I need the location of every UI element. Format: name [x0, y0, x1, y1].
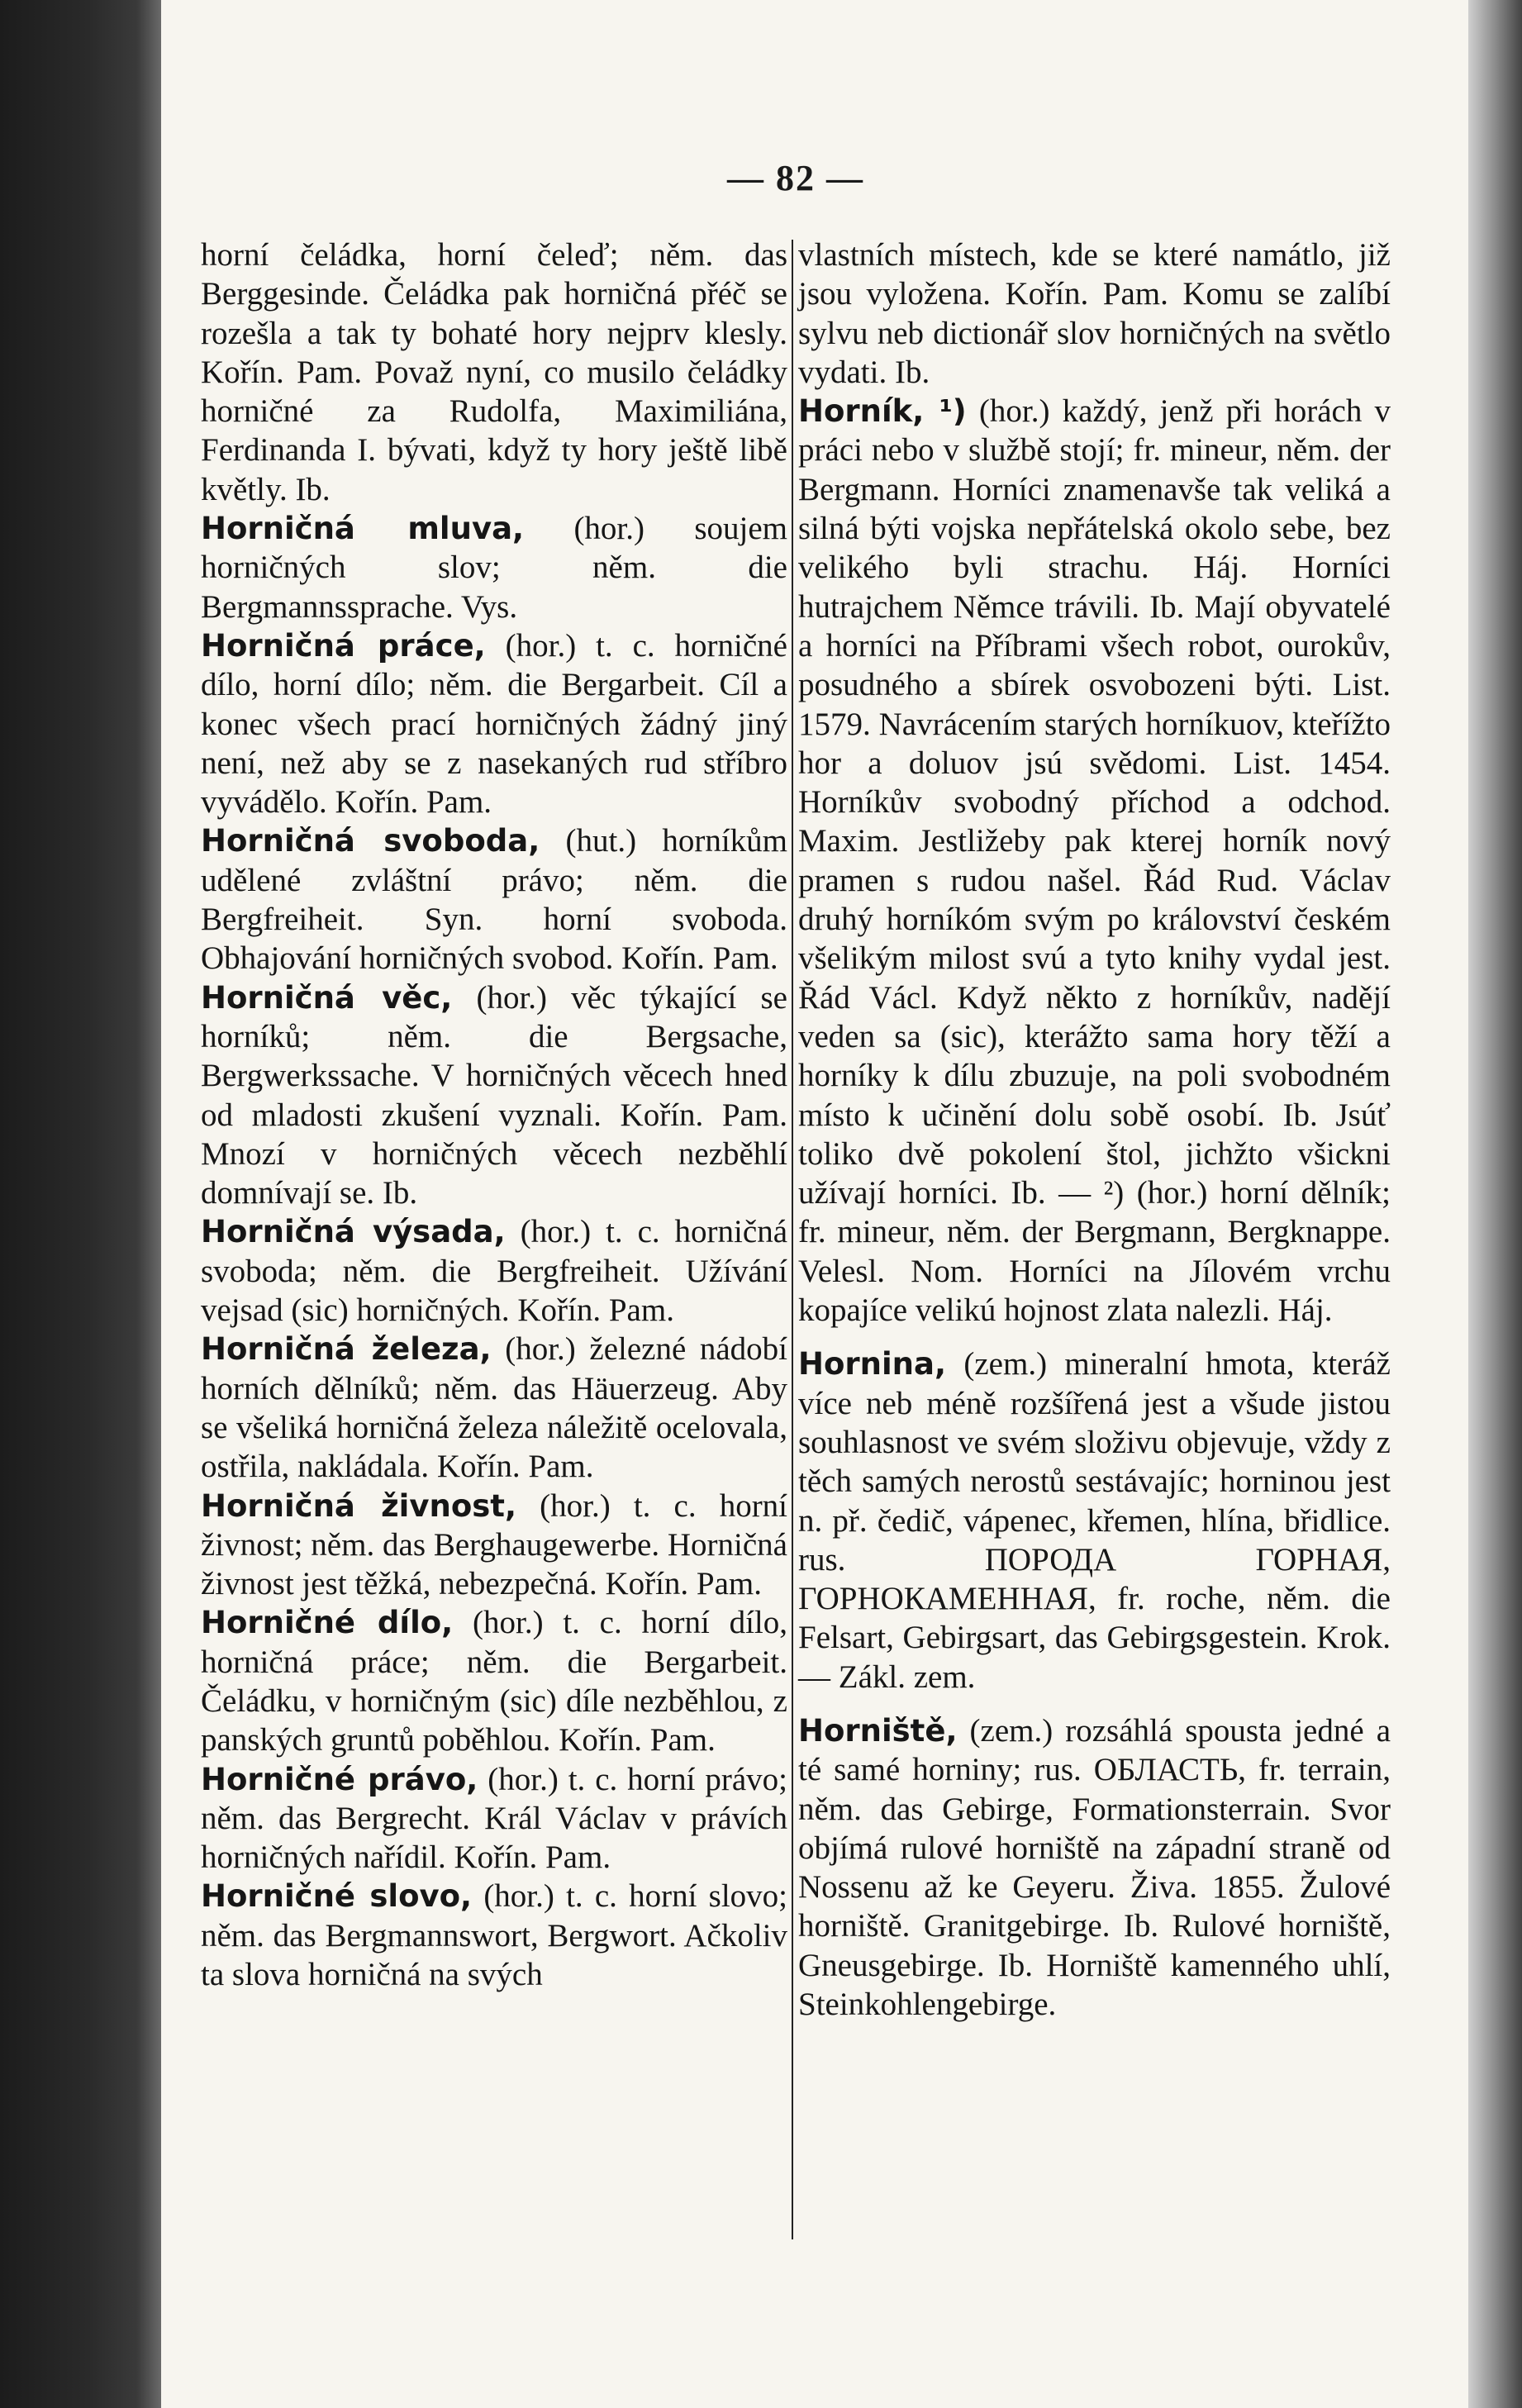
- entry: [798, 1344, 1391, 1697]
- page-number: — 82 —: [727, 158, 864, 198]
- entry: [201, 1212, 787, 1330]
- entry-head: Horniště,: [798, 1712, 958, 1749]
- entry-text: (hor.) soujem horničných slov; něm. die Bergmannssprache. Vys.: [201, 511, 787, 625]
- entry-head: Horničná práce,: [201, 627, 486, 664]
- left-column: [201, 236, 787, 1994]
- entry-text: (hor.) každý, jenž při horách v práci nebo v službě stojí; fr. mineur, něm. der Bergmann. Horníci znamenavše tak veliká a silná býti vojska nepřátelská okolo sebe, bez velikého byli strachu. Háj. Horníci hutrajchem Němce trávili. Ib. Mají obyvatelé a horníci na Příbrami všech robot, ourokův, posudného a sbírek osvobozeni býti. List. 1579. Navrácením starých horníkuov, kteřížto hor a doluov jsú svědomi. List. 1454. Horníkův svobodný příchod a odchod. Maxim. Jestližeby pak kterej horník nový pramen s rudou našel. Řád Rud. Václav druhý horníkóm svým po království českém všelikým milost svú a tyto knihy vydal jest. Řád Václ. Když někto z horníkův, nadějí veden sa (sic), kterážto sama hory těží a horníky k dílu zbuzuje, na poli svobodném místo k učinění dolu sobě osobí. Ib. Jsúť tolikо dvě pokolení štol, jichžto všickni užívají horníci. Ib. — ²) (hor.) horní dělník; fr. mineur, něm. der Bergmann, Bergknappe. Velesl. Nom. Horníci na Jílovém vrchu kopajíce velikú hojnost zlata nalezli. Háj.: [798, 393, 1391, 1329]
- entry-text: (hor.) železné nádobí horních dělníků; něm. das Häuerzeug. Aby se všeliká horničná železa náležitě ocelovala, ostřila, nakládala. Kořín. Pam.: [201, 1331, 788, 1485]
- entry-text: (hor.) t. c. horní právo; něm. das Bergrecht. Král Václav v právích horničných nařídil. Kořín. Pam.: [201, 1761, 788, 1876]
- entry-head: Horník, ¹): [798, 393, 967, 430]
- entry-head: Horničná svoboda,: [201, 823, 540, 859]
- entry-head: Horničné právo,: [201, 1761, 478, 1797]
- entry-text: (hor.) t. c. horničné dílo, horní dílo; něm. die Bergarbeit. Cíl a konec všech prací horničných žádný jiný není, než aby se z nasekaných rud stříbro vyvádělo. Kořín. Pam.: [201, 627, 787, 821]
- entry: [201, 1603, 787, 1759]
- right-column: [798, 236, 1391, 2024]
- entry: [201, 236, 787, 509]
- entry-text: (hor.) t. c. horní dílo, horničná práce; něm. die Bergarbeit. Čeládku, v horničným (sic) díle nezběhlou, z panských gruntů poběhlou. Kořín. Pam.: [201, 1605, 788, 1758]
- entry: [201, 821, 787, 978]
- entry-text: vlastních místech, kde se které namátlo, již jsou vyložena. Kořín. Pam. Komu se zalíbí sylvu neb dictionář slov horničných na světlo vydati. Ib.: [798, 237, 1391, 390]
- scan-margin-left: [0, 0, 161, 2408]
- entry-head: Horničná výsada,: [201, 1214, 506, 1250]
- scan-margin-right: [1468, 0, 1522, 2408]
- entry-text: (hor.) t. c. horničná svoboda; něm. die Bergfreiheit. Užívání vejsad (sic) horničných. Kořín. Pam.: [201, 1214, 788, 1329]
- entry-head: Horničné slovo,: [201, 1878, 473, 1915]
- entry: [798, 1711, 1391, 2024]
- column-divider: [792, 240, 793, 2239]
- entry-head: Hornina,: [798, 1346, 947, 1382]
- entry-head: Horničná živnost,: [201, 1487, 517, 1524]
- entry: [201, 1877, 787, 1994]
- entry: [201, 1487, 787, 1604]
- entry: [201, 509, 787, 626]
- entry-text: (zem.) rozsáhlá spousta jedné a té samé horniny; rus. ОБЛАСТЬ, fr. terrain, něm. das Gebirge, Formationsterrain. Svor objímá rulové horniště na západní straně od Nossenu až ke Geyeru. Živa. 1855. Žulové horniště. Granitgebirge. Ib. Rulové horniště, Gneusgebirge. Ib. Horniště kamenného uhlí, Steinkohlengebirge.: [798, 1712, 1391, 2023]
- entry: [201, 1330, 787, 1486]
- entry-text: (hor.) t. c. horní slovo; něm. das Bergmannswort, Bergwort. Ačkoliv ta slova horničná na svých: [201, 1878, 788, 1993]
- entry: [201, 626, 787, 821]
- entry: [798, 392, 1391, 1330]
- entry-head: Horničná železa,: [201, 1331, 492, 1368]
- entry: [798, 236, 1391, 392]
- entry-head: Horničná mluva,: [201, 511, 525, 547]
- entry-text: (zem.) mineralní hmota, kteráž více neb méně rozšířená jest a všude jistou souhlasnost ve svém složivu objevuje, vždy z těch samých nerostů sestávajíc; horninou jest n. př. čedič, vápenec, křemen, hlína, břidlice. rus. ПОРОДА ГОРНАЯ, ГОРНОКАМЕННАЯ, fr. roche, něm. die Felsart, Gebirgsart, das Gebirgsgestein. Krok. — Zákl. zem.: [798, 1346, 1391, 1695]
- entry-head: Horničná věc,: [201, 979, 453, 1016]
- entry-text: (hor.) věc týkající se horníků; něm. die Bergsache, Bergwerkssache. V horničných věcech hned od mladosti zkušení vyznali. Kořín. Pam. Mnozí v horničných věcech nezběhlí domnívají se. Ib.: [201, 979, 787, 1211]
- entry-text: (hut.) horníkům udělené zvláštní právo; něm. die Bergfreiheit. Syn. horní svoboda. Obhajování horničných svobod. Kořín. Pam.: [201, 823, 788, 977]
- entry: [201, 1760, 787, 1877]
- entry-text: (hor.) t. c. horní živnost; něm. das Berghaugewerbe. Horničná živnost jest těžká, nebezpečná. Kořín. Pam.: [201, 1487, 788, 1602]
- entry-text: horní čeládka, horní čeleď; něm. das Berggesinde. Čeládka pak horničná přéč se rozešla a tak ty bohaté hory nejprv klesly. Kořín. Pam. Považ nyní, co musilo čeládky horničné za Rudolfa, Maximiliána, Ferdinanda I. bývati, když ty hory ještě libě květly. Ib.: [201, 237, 787, 507]
- entry: [201, 978, 787, 1213]
- entry-head: Horničné dílo,: [201, 1605, 454, 1641]
